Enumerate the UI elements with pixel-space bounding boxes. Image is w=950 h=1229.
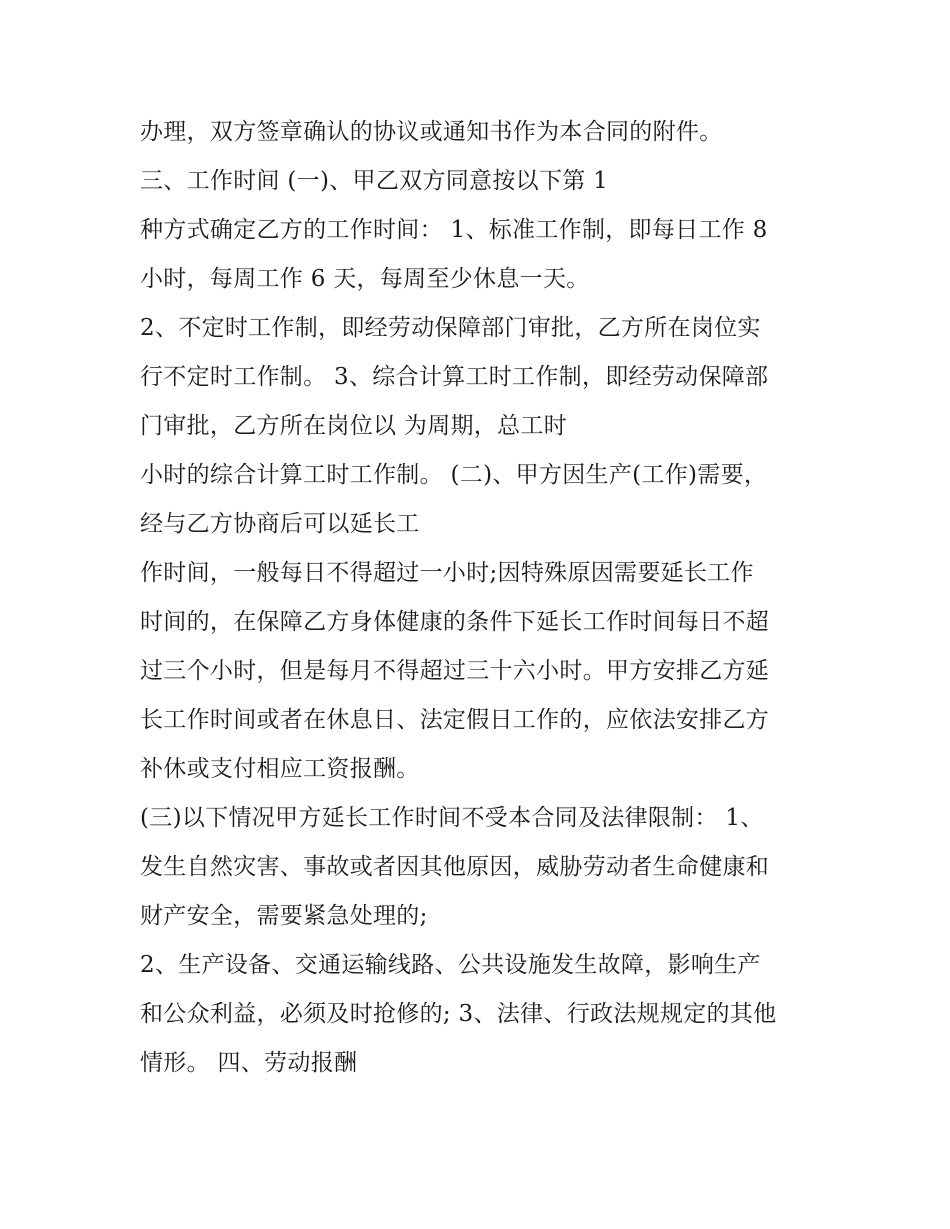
- text-line: 行不定时工作制。 3、综合计算工时工作制，即经劳动保障部: [140, 364, 769, 390]
- text-line: 发生自然灾害、事故或者因其他原因，威胁劳动者生命健康和: [140, 854, 770, 880]
- text-line: 小时的综合计算工时工作制。 (二)、甲方因生产(工作)需要，: [140, 462, 768, 488]
- text-line: 补休或支付相应工资报酬。: [140, 756, 420, 782]
- text-line: 长工作时间或者在休息日、法定假日工作的，应依法安排乙方: [140, 707, 770, 733]
- text-line: (三)以下情况甲方延长工作时间不受本合同及法律限制： 1、: [140, 805, 764, 831]
- text-line: 时间的，在保障乙方身体健康的条件下延长工作时间每日不超: [140, 609, 770, 635]
- text-line: 小时，每周工作 6 天，每周至少休息一天。: [140, 266, 590, 292]
- text-line: 财产安全，需要紧急处理的;: [140, 903, 428, 929]
- text-line: 2、生产设备、交通运输线路、公共设施发生故障，影响生产: [140, 952, 761, 978]
- text-line: 情形。 四、劳动报酬: [140, 1050, 358, 1076]
- text-line: 种方式确定乙方的工作时间： 1、标准工作制，即每日工作 8: [140, 217, 768, 243]
- contract-text-body: [140, 108, 830, 1088]
- text-line: 2、不定时工作制，即经劳动保障部门审批，乙方所在岗位实: [140, 315, 761, 341]
- text-line: 门审批，乙方所在岗位以 为周期，总工时: [140, 413, 568, 439]
- text-line: 三、工作时间 (一)、甲乙双方同意按以下第 1: [140, 168, 609, 194]
- text-line: 过三个小时，但是每月不得超过三十六小时。甲方安排乙方延: [140, 658, 770, 684]
- text-line: 作时间，一般每日不得超过一小时;因特殊原因需要延长工作: [140, 560, 754, 586]
- text-line: 经与乙方协商后可以延长工: [140, 511, 420, 537]
- text-line: 办理，双方签章确认的协议或通知书作为本合同的附件。: [140, 119, 723, 145]
- text-line: 和公众利益，必须及时抢修的; 3、法律、行政法规规定的其他: [140, 1001, 777, 1027]
